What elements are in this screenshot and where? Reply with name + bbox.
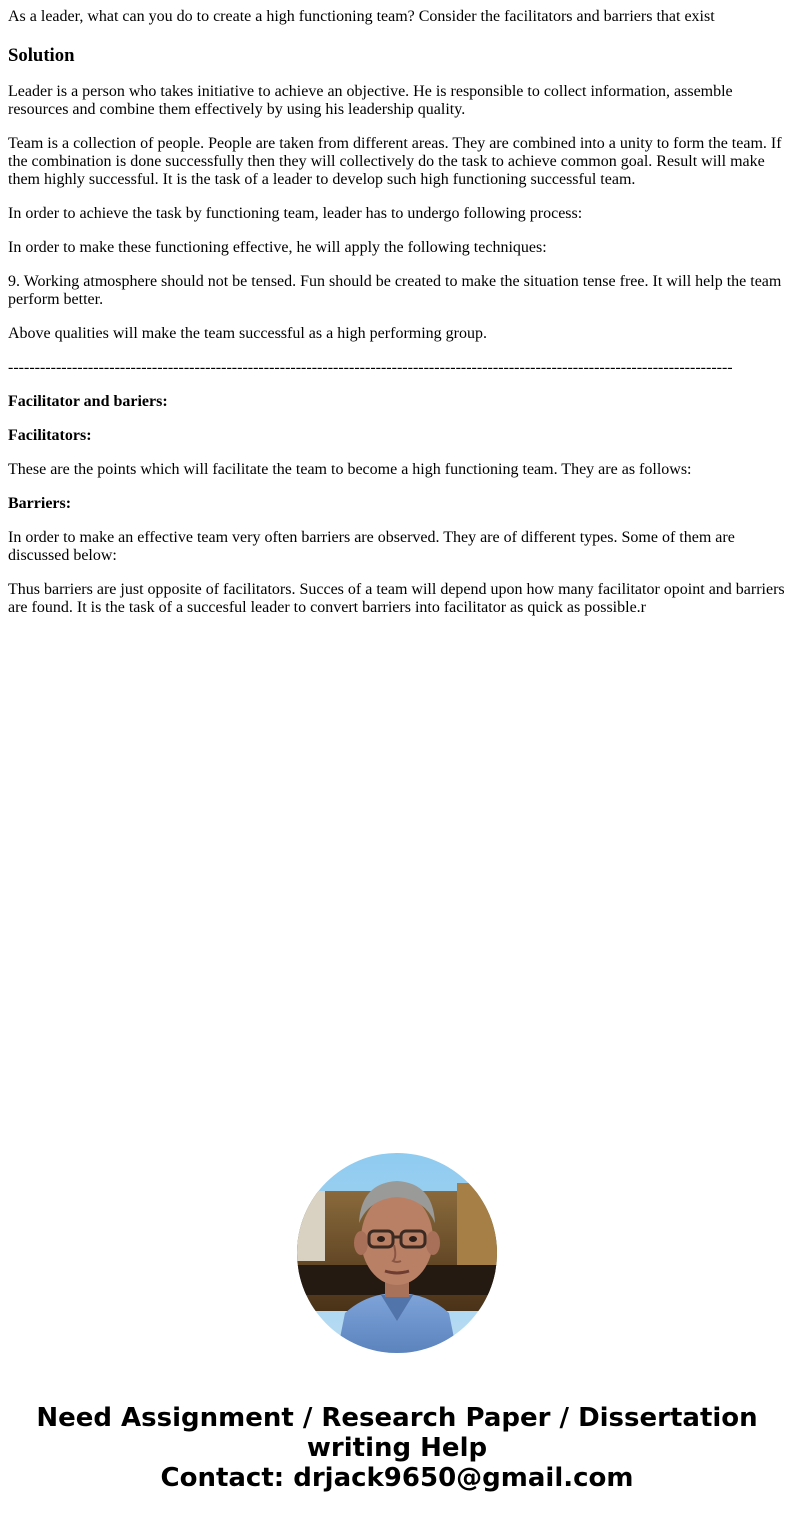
footer-line-contact-email: Contact: drjack9650@gmail.com	[160, 1463, 634, 1493]
paragraph-leader-definition: Leader is a person who takes initiative to achieve an objective. He is responsible to collect information, assemble resources and combine them effectively by using his leadership quality.	[8, 83, 733, 118]
paragraph-conclusion: Thus barriers are just opposite of facilitators. Succes of a team will depend upon how many facilitator opoint and barriers are found. It is the task of a succesful leader to convert barriers into facilitator as quick as possible.r	[8, 581, 785, 616]
paragraph-facilitators: These are the points which will facilitate the team to become a high functioning team. They are as follows:	[8, 461, 692, 478]
paragraph-team-definition: Team is a collection of people. People are taken from different areas. They are combined into a unity to form the team. If the combination is done successfully then they will collectively do the task to achieve common goal. Result will make them highly successful. It is the task of a leader to develop such high functioning successful team.	[8, 135, 782, 188]
heading-facilitator-and-barriers: Facilitator and bariers:	[8, 393, 168, 410]
footer-line-need-assignment: Need Assignment / Research Paper / Dissertation	[36, 1403, 758, 1433]
footer-line-writing-help: writing Help	[306, 1433, 488, 1463]
paragraph-techniques-intro: In order to make these functioning effective, he will apply the following techniques:	[8, 239, 547, 256]
paragraph-barriers: In order to make an effective team very often barriers are observed. They are of different types. Some of them are discussed below:	[8, 529, 735, 564]
question-text: As a leader, what can you do to create a high functioning team? Consider the facilitators and barriers that exist	[8, 8, 715, 25]
author-photo	[297, 1153, 497, 1353]
paragraph-working-atmosphere: 9. Working atmosphere should not be tensed. Fun should be created to make the situation tense free. It will help the team perform better.	[8, 273, 782, 308]
dashed-separator: ----------------------------------------------------------------------------------------------------------------------------------------	[8, 359, 733, 376]
paragraph-qualities-summary: Above qualities will make the team successful as a high performing group.	[8, 325, 487, 342]
contact-footer	[0, 1403, 794, 1493]
document-body	[8, 8, 788, 633]
author-portrait-image	[297, 1153, 497, 1353]
paragraph-process-intro: In order to achieve the task by functioning team, leader has to undergo following process:	[8, 205, 583, 222]
heading-barriers: Barriers:	[8, 495, 72, 512]
heading-facilitators: Facilitators:	[8, 427, 92, 444]
solution-heading: Solution	[8, 45, 75, 66]
